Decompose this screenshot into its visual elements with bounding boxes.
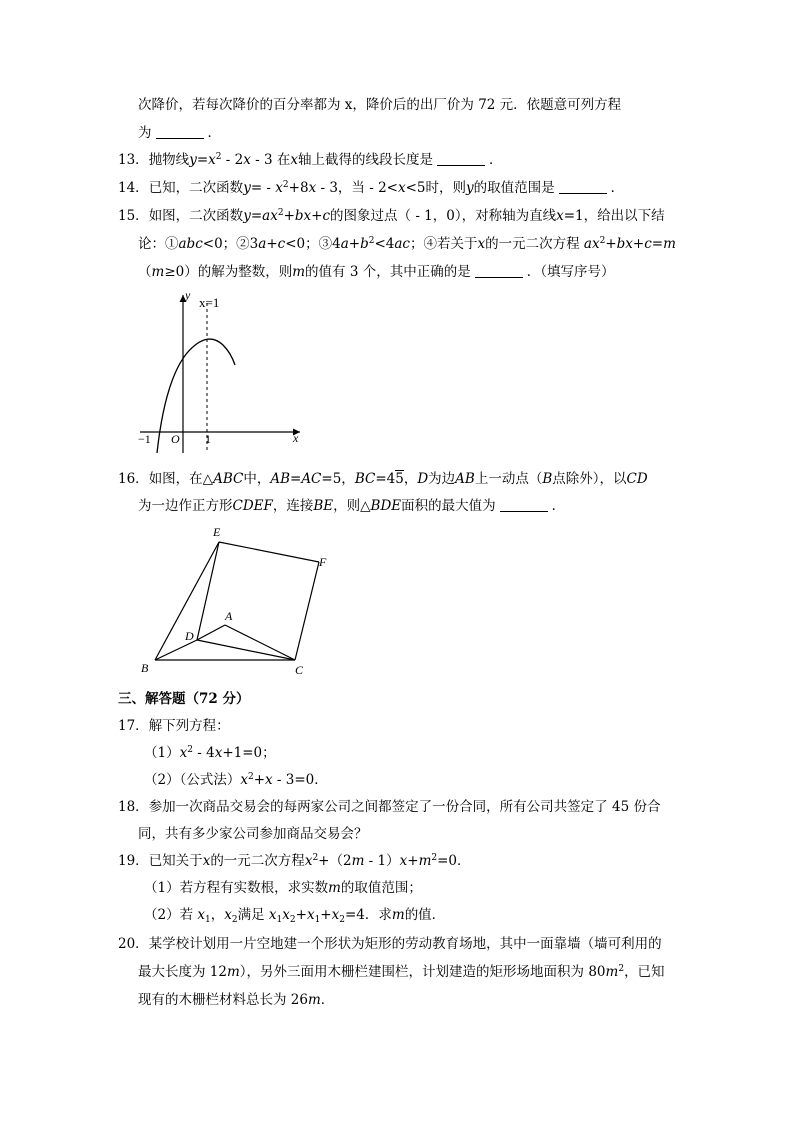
section-3-title: 三、解答题（72 分） bbox=[118, 691, 250, 707]
question-19: 19．已知关于x的一元二次方程$x^2+(2m - 1)x+m^2=0$． bbox=[118, 853, 471, 869]
question-19-part2: （2）若 $x_1$，$x_2$满足 $x_1x_2+x_1+x_2=4$．求m的值． bbox=[144, 907, 446, 925]
origin-label: O bbox=[171, 432, 180, 446]
question-19-part1: （1）若方程有实数根，求实数m的取值范围； bbox=[144, 880, 422, 896]
answer-blank bbox=[559, 181, 607, 194]
parabola-curve bbox=[157, 339, 235, 453]
label-F: F bbox=[319, 555, 327, 569]
question-14: 14．已知，二次函数$y= - x^2+8x - 3$，当 - 2<x<5时，则y的取值范围是 ． bbox=[118, 180, 625, 196]
q12-line2: 为 ． bbox=[138, 125, 221, 141]
question-18-line2: 同，共有多少家公司参加商品交易会？ bbox=[138, 826, 368, 842]
answer-blank bbox=[500, 499, 548, 512]
segment-EF bbox=[219, 542, 319, 562]
segment-DE bbox=[197, 542, 219, 640]
question-15-line2: 论：①abc<0；②3a+c<0；$③4a+b^2<4ac$；④若关于x的一元二次方程 $ax^2+bx+c=m$ bbox=[138, 236, 676, 252]
parabola-graph bbox=[135, 285, 310, 460]
neg-one-label: −1 bbox=[138, 432, 151, 446]
question-20-line1: 20．某学校计划用一片空地建一个形状为矩形的劳动教育场地，其中一面靠墙（墙可利用的 bbox=[118, 936, 662, 952]
label-D: D bbox=[185, 629, 194, 643]
x-axis-label: x bbox=[293, 431, 299, 445]
segment-BD bbox=[155, 640, 197, 660]
label-B: B bbox=[141, 661, 149, 675]
q12-line1: 次降价，若每次降价的百分率都为 x，降价后的出厂价为 72 元．依题意可列方程 bbox=[138, 97, 622, 113]
segment-DA bbox=[197, 625, 225, 640]
question-16-line2: 为一边作正方形CDEF，连接BE，则△BDE面积的最大值为 ． bbox=[138, 498, 566, 514]
question-16-line1: 16．如图，在△ABC中，AB=AC=5，BC=45，D为边AB上一动点（B点除外），以CD bbox=[118, 471, 648, 487]
answer-blank bbox=[475, 265, 523, 278]
sym-axis-label: x=1 bbox=[199, 295, 220, 310]
question-20-line2: 最大长度为 12m），另外三面用木栅栏建围栏，计划建造的矩形场地面积为 $80m^2$，已知 bbox=[138, 964, 665, 980]
question-17-part1: $(1)x^2 - 4x+1=0$； bbox=[144, 745, 276, 761]
question-17-part2: （2）（公式法）$x^2+x - 3=0$． bbox=[144, 772, 328, 788]
geometry-figure bbox=[135, 520, 345, 680]
question-20-line3: 现有的木栅栏材料总长为 26m． bbox=[138, 992, 335, 1008]
one-label: 1 bbox=[205, 432, 211, 446]
answer-blank bbox=[437, 153, 485, 166]
question-15-line3: （m≥0）的解为整数，则m的值有 3 个，其中正确的是 ．（填写序号） bbox=[138, 264, 615, 280]
label-C: C bbox=[295, 663, 304, 677]
question-18-line1: 18．参加一次商品交易会的每两家公司之间都签定了一份合同，所有公司共签定了 45 份合 bbox=[118, 799, 661, 815]
question-13: 13．抛物线$y=x^2 - 2x - 3$ 在x轴上截得的线段长度是 ． bbox=[118, 152, 503, 168]
y-axis-label: y bbox=[185, 288, 191, 302]
answer-blank bbox=[156, 126, 204, 139]
segment-AC bbox=[225, 625, 295, 660]
question-17: 17．解下列方程： bbox=[118, 718, 230, 734]
segment-DC bbox=[197, 640, 295, 660]
label-A: A bbox=[225, 609, 233, 623]
question-15-line1: 15．如图，二次函数$y=ax^2+bx+c$的图象过点（ - 1，0），对称轴为直线x=1，给出以下结 bbox=[118, 208, 665, 224]
segment-FC bbox=[295, 562, 319, 660]
label-E: E bbox=[213, 525, 221, 539]
